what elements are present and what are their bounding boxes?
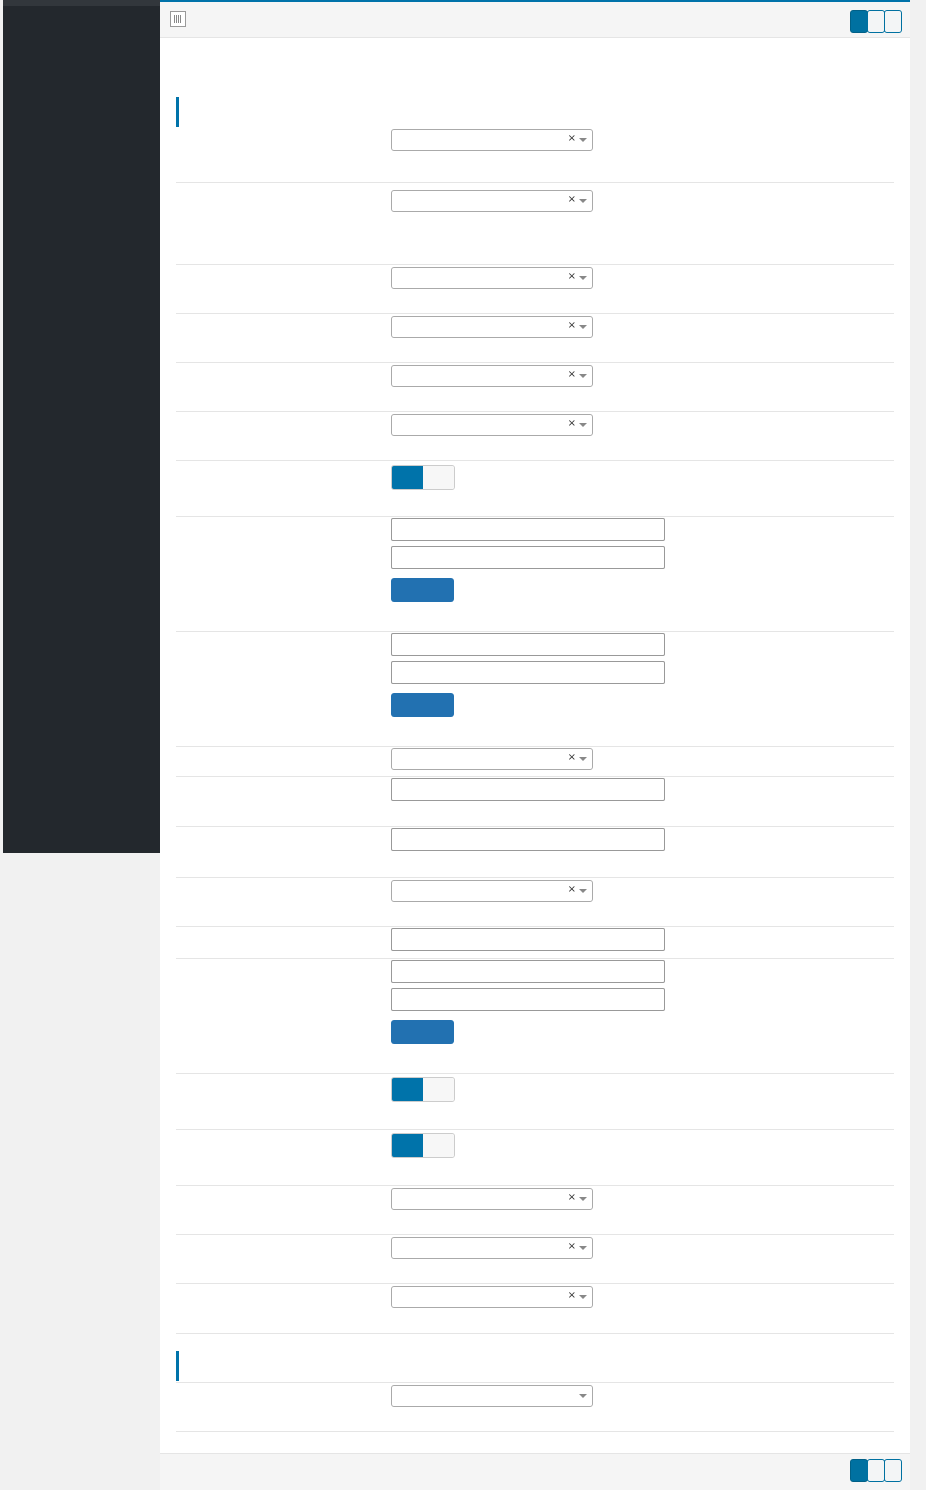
field-remove-doctor-invitation: [176, 265, 894, 314]
calendar-language-input[interactable]: [391, 828, 665, 851]
name-base-input[interactable]: [391, 661, 665, 684]
save-changes-button[interactable]: [850, 1459, 868, 1482]
field-names-users: [176, 632, 894, 747]
field-enable-cart: [176, 412, 894, 461]
field-chat-buble: [176, 1235, 894, 1284]
section-chat-settings: [176, 1351, 894, 1381]
section-general-settings: [176, 97, 894, 127]
field-upload-size: [176, 777, 894, 827]
clear-icon[interactable]: ×: [567, 1192, 576, 1203]
clear-icon[interactable]: ×: [567, 194, 576, 205]
clear-icon[interactable]: ×: [567, 884, 576, 895]
grid-view-icon[interactable]: [170, 11, 186, 27]
chevron-down-icon: [579, 374, 587, 378]
feedback-input[interactable]: [391, 960, 665, 983]
chevron-down-icon: [579, 138, 587, 142]
clear-icon[interactable]: ×: [567, 752, 576, 763]
field-gallery: [176, 1074, 894, 1130]
clear-icon[interactable]: ×: [567, 1290, 576, 1301]
field-system-access: [176, 183, 894, 265]
doctors-locations-select[interactable]: [391, 129, 593, 151]
calendar-date-format-select[interactable]: [391, 880, 593, 902]
field-dashboard-page: [176, 747, 894, 777]
clear-icon[interactable]: ×: [567, 369, 576, 380]
chevron-down-icon: [579, 1394, 587, 1398]
toggle-off[interactable]: [423, 1134, 454, 1157]
chevron-down-icon: [579, 423, 587, 427]
chat-buble-select[interactable]: [391, 1237, 593, 1259]
add-more-button[interactable]: [391, 578, 454, 602]
field-multiple-location: [176, 314, 894, 363]
hospitals-team-input[interactable]: [391, 928, 665, 951]
clear-icon[interactable]: ×: [567, 271, 576, 282]
services-package-select[interactable]: [391, 1286, 593, 1308]
field-calendar-language: [176, 827, 894, 878]
dashboard-page-select[interactable]: [391, 748, 593, 770]
reset-section-button[interactable]: [867, 1459, 885, 1482]
field-contact-info: [176, 1186, 894, 1235]
field-services-package: [176, 1284, 894, 1334]
remove-doctor-invitation-select[interactable]: [391, 267, 593, 289]
field-seo: [176, 1130, 894, 1186]
toggle-on[interactable]: [392, 1134, 423, 1157]
feedback-input[interactable]: [391, 988, 665, 1011]
seo-toggle[interactable]: [391, 1133, 455, 1158]
settings-panel: [160, 38, 910, 1453]
reset-section-button[interactable]: [867, 10, 885, 33]
field-remove-hospital-invitation: [176, 363, 894, 412]
options-toolbar: [160, 0, 910, 38]
field-names-doctors: [176, 517, 894, 632]
reset-all-button[interactable]: [884, 1459, 902, 1482]
base-name-toggle[interactable]: [391, 465, 455, 490]
chevron-down-icon: [579, 1197, 587, 1201]
toggle-off[interactable]: [423, 466, 454, 489]
real-time-chat-select[interactable]: [391, 1385, 593, 1407]
enable-cart-select[interactable]: [391, 414, 593, 436]
reset-all-button[interactable]: [884, 10, 902, 33]
remove-hospital-invitation-select[interactable]: [391, 365, 593, 387]
chevron-down-icon: [579, 889, 587, 893]
multiple-location-select[interactable]: [391, 316, 593, 338]
admin-sidebar: [3, 0, 160, 853]
chevron-down-icon: [579, 276, 587, 280]
chevron-down-icon: [579, 325, 587, 329]
name-base-input[interactable]: [391, 633, 665, 656]
chevron-down-icon: [579, 757, 587, 761]
field-feedback-question: [176, 959, 894, 1074]
field-base-name: [176, 461, 894, 517]
field-real-time-chat: [176, 1382, 894, 1432]
toggle-off[interactable]: [423, 1078, 454, 1101]
toggle-on[interactable]: [392, 466, 423, 489]
name-base-input[interactable]: [391, 518, 665, 541]
chevron-down-icon: [579, 1246, 587, 1250]
options-footer-toolbar: [160, 1453, 910, 1490]
clear-icon[interactable]: ×: [567, 418, 576, 429]
contact-info-select[interactable]: [391, 1188, 593, 1210]
clear-icon[interactable]: ×: [567, 1241, 576, 1252]
field-doctors-locations: [176, 127, 894, 183]
field-hospitals-team: [176, 927, 894, 959]
system-access-select[interactable]: [391, 190, 593, 212]
chevron-down-icon: [579, 1295, 587, 1299]
toggle-on[interactable]: [392, 1078, 423, 1101]
gallery-toggle[interactable]: [391, 1077, 455, 1102]
chevron-down-icon: [579, 199, 587, 203]
submenu: [3, 0, 160, 6]
upload-size-input[interactable]: [391, 778, 665, 801]
save-changes-button[interactable]: [850, 10, 868, 33]
add-more-button[interactable]: [391, 693, 454, 717]
clear-icon[interactable]: ×: [567, 320, 576, 331]
add-more-button[interactable]: [391, 1020, 454, 1044]
name-base-input[interactable]: [391, 546, 665, 569]
clear-icon[interactable]: ×: [567, 133, 576, 144]
field-calendar-date-format: [176, 878, 894, 927]
